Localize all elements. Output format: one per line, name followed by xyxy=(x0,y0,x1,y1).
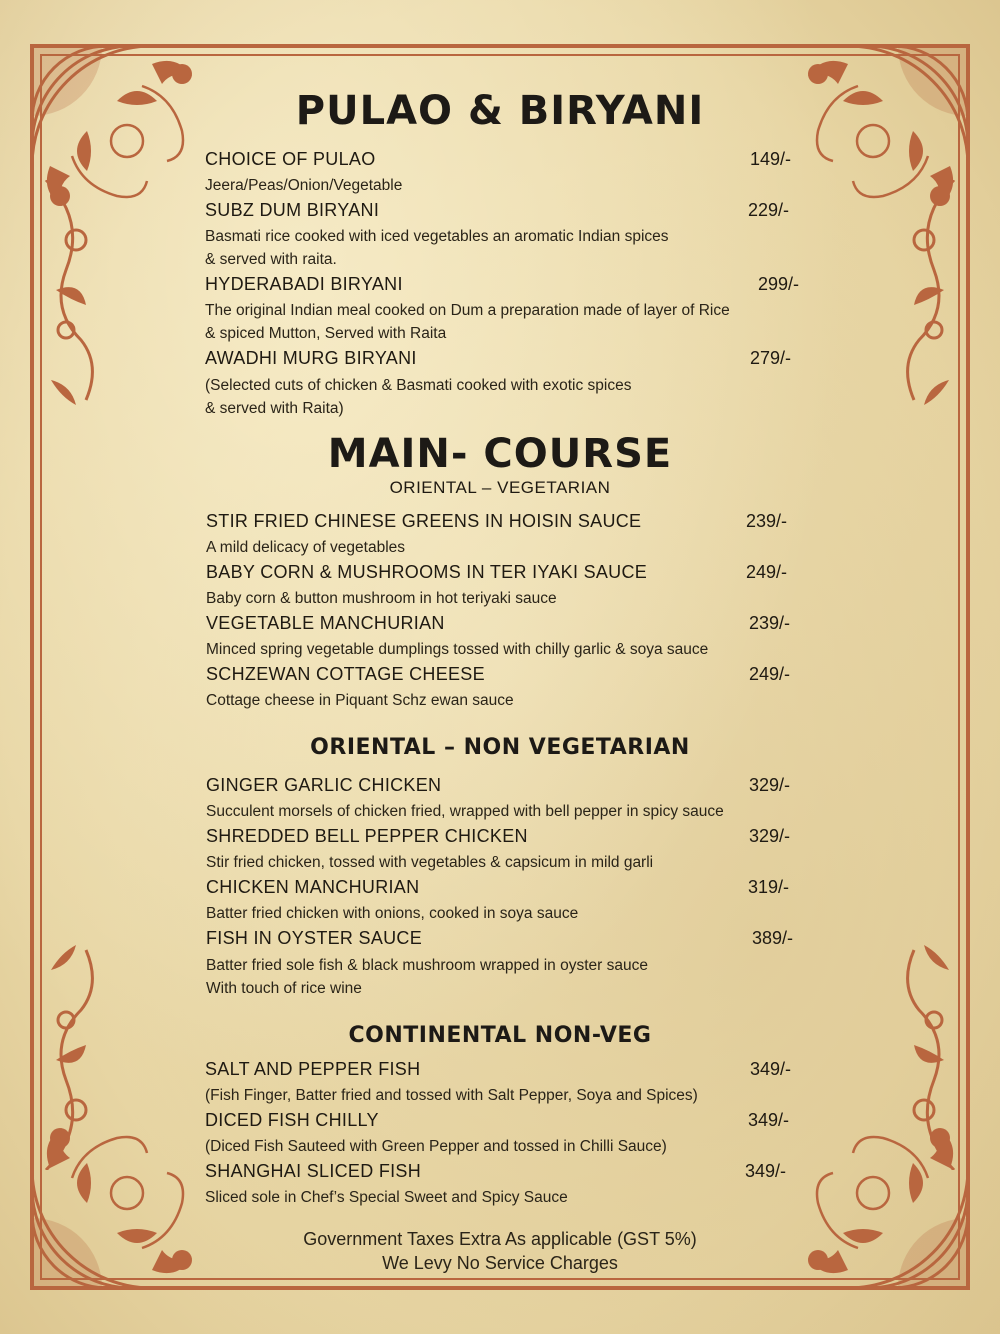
section-title-oriental-non-veg: ORIENTAL – NON VEGETARIAN xyxy=(310,735,690,760)
item-description: Basmati rice cooked with iced vegetables an aromatic Indian spices xyxy=(205,228,669,245)
item-description: The original Indian meal cooked on Dum a preparation made of layer of Rice xyxy=(205,302,730,319)
section-title-pulao: PULAO & BIRYANI xyxy=(295,88,705,134)
item-price: 239/- xyxy=(749,613,791,633)
scroll-ornament-icon xyxy=(884,180,964,420)
item-price: 279/- xyxy=(750,348,792,368)
item-name: GINGER GARLIC CHICKEN xyxy=(206,775,442,795)
item-price: 299/- xyxy=(758,274,800,294)
item-price: 349/- xyxy=(745,1161,787,1181)
item-name: SHREDDED BELL PEPPER CHICKEN xyxy=(206,826,528,846)
section-title-main-course: MAIN- COURSE xyxy=(327,431,673,477)
tax-note: Government Taxes Extra As applicable (GST 5%) xyxy=(303,1229,697,1249)
item-name: CHOICE OF PULAO xyxy=(205,149,376,169)
item-price: 329/- xyxy=(749,775,791,795)
item-price: 249/- xyxy=(749,664,791,684)
item-description: (Diced Fish Sauteed with Green Pepper and tossed in Chilli Sauce) xyxy=(205,1138,667,1155)
scroll-ornament-icon xyxy=(884,930,964,1170)
item-price: 239/- xyxy=(746,511,788,531)
item-name: SALT AND PEPPER FISH xyxy=(205,1059,421,1079)
item-price: 349/- xyxy=(748,1110,790,1130)
item-name: BABY CORN & MUSHROOMS IN TER IYAKI SAUCE xyxy=(206,562,648,582)
item-name: FISH IN OYSTER SAUCE xyxy=(206,928,423,948)
item-description: Batter fried sole fish & black mushroom wrapped in oyster sauce xyxy=(206,957,648,974)
item-price: 389/- xyxy=(752,928,794,948)
item-description: Minced spring vegetable dumplings tossed with chilly garlic & soya sauce xyxy=(206,641,709,658)
section-title-continental: CONTINENTAL NON-VEG xyxy=(348,1023,652,1048)
item-name: HYDERABADI BIRYANI xyxy=(205,274,403,294)
item-description: A mild delicacy of vegetables xyxy=(206,539,406,556)
item-description: Sliced sole in Chef’s Special Sweet and Spicy Sauce xyxy=(205,1189,568,1206)
item-description: Cottage cheese in Piquant Schz ewan sauce xyxy=(206,692,514,709)
section-subtitle-oriental-veg: ORIENTAL – VEGETARIAN xyxy=(389,478,611,497)
scroll-ornament-icon xyxy=(36,180,116,420)
item-description: Baby corn & button mushroom in hot teriyaki sauce xyxy=(206,590,557,607)
item-description: (Selected cuts of chicken & Basmati cooked with exotic spices xyxy=(205,377,632,394)
item-description: & served with Raita) xyxy=(205,400,344,417)
item-description: (Fish Finger, Batter fried and tossed with Salt Pepper, Soya and Spices) xyxy=(205,1087,698,1104)
item-price: 249/- xyxy=(746,562,788,582)
item-price: 319/- xyxy=(748,877,790,897)
scroll-ornament-icon xyxy=(36,930,116,1170)
item-price: 329/- xyxy=(749,826,791,846)
item-price: 229/- xyxy=(748,200,790,220)
item-price: 349/- xyxy=(750,1059,792,1079)
item-name: SUBZ DUM BIRYANI xyxy=(205,200,380,220)
item-name: SCHZEWAN COTTAGE CHEESE xyxy=(206,664,485,684)
item-name: CHICKEN MANCHURIAN xyxy=(206,877,420,897)
item-description: Stir fried chicken, tossed with vegetables & capsicum in mild garli xyxy=(206,854,654,871)
item-description: & served with raita. xyxy=(205,251,337,268)
item-name: AWADHI MURG BIRYANI xyxy=(205,348,417,368)
item-price: 149/- xyxy=(750,149,792,169)
item-name: STIR FRIED CHINESE GREENS IN HOISIN SAUCE xyxy=(206,511,642,531)
item-description: Jeera/Peas/Onion/Vegetable xyxy=(205,177,403,194)
item-description: Succulent morsels of chicken fried, wrapped with bell pepper in spicy sauce xyxy=(206,803,724,820)
service-charge-note: We Levy No Service Charges xyxy=(382,1253,618,1273)
item-description: With touch of rice wine xyxy=(206,980,362,997)
item-description: Batter fried chicken with onions, cooked in soya sauce xyxy=(206,905,579,922)
item-name: SHANGHAI SLICED FISH xyxy=(205,1161,422,1181)
item-description: & spiced Mutton, Served with Raita xyxy=(205,325,447,342)
item-name: DICED FISH CHILLY xyxy=(205,1110,379,1130)
item-name: VEGETABLE MANCHURIAN xyxy=(206,613,445,633)
